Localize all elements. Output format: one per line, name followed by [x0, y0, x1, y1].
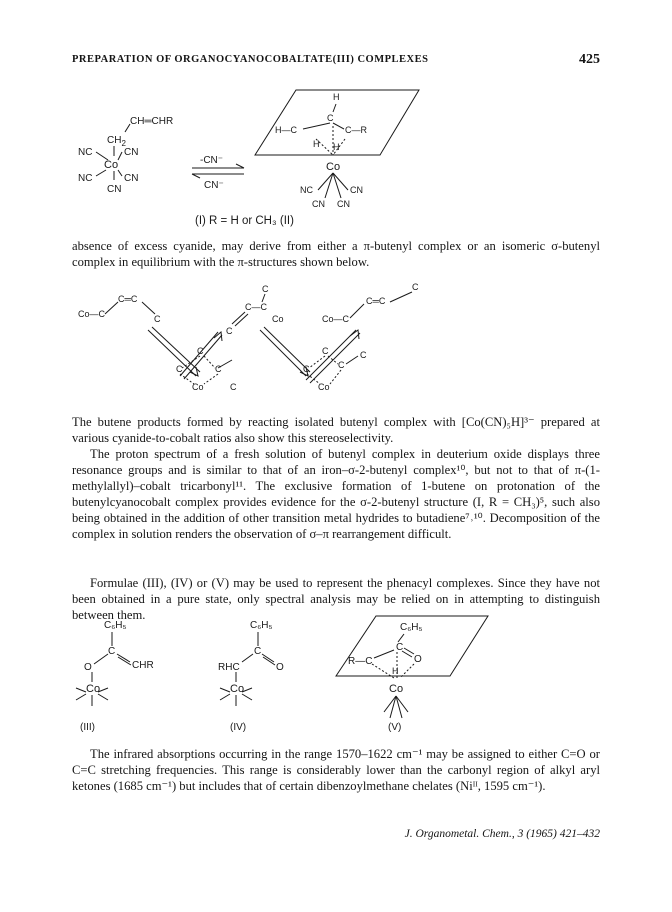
s3-c-III: C: [108, 646, 116, 657]
s2-pi-a-c2: C: [176, 364, 183, 374]
s3-c6h5-IV: C₆H₅: [250, 620, 273, 631]
structure-II: [255, 90, 419, 209]
label-ch-chr: CH═CHR: [130, 116, 174, 127]
label-h-top: H: [333, 92, 340, 102]
running-header: [72, 52, 600, 72]
structure-V: [336, 616, 488, 718]
s2-pi-b-c3: C: [338, 360, 345, 370]
label-h-c-left: H—C: [275, 125, 297, 135]
journal-citation: J. Organometal. Chem., 3 (1965) 421–432: [404, 828, 600, 840]
s2-pi-a-co: Co: [192, 382, 204, 392]
s2-c-c-3: C═C: [366, 296, 386, 306]
s2-pi-b-co: Co: [318, 382, 330, 392]
label-cn-b: CN: [337, 199, 350, 209]
label-co-I: Co: [104, 159, 119, 171]
s3-o-IV: O: [276, 662, 284, 673]
s3-h-V: H: [392, 666, 399, 676]
label-cn-II: CN: [350, 185, 363, 195]
s3-o-III: O: [84, 662, 92, 673]
paragraph-2: The butene products formed by reacting isolated butenyl complex with [Co(CN)₅H]³⁻ prepared at various cyanide-to-cobalt ratios also show this stereoselectivity.: [72, 415, 600, 446]
scheme-1-caption: (I) R = H or CH₃ (II): [195, 215, 294, 227]
s2-pi-a-c1: C: [197, 346, 204, 356]
running-title: PREPARATION OF ORGANOCYANOCOBALTATE(III) COMPLEXES: [72, 54, 429, 65]
label-ch2: $CH_2$: [107, 135, 126, 148]
page-number: 425: [579, 52, 600, 67]
s2-c-3: C: [412, 282, 419, 292]
scheme-3-figure: [0, 608, 672, 736]
paragraph-5: The infrared absorptions occurring in the range 1570–1622 cm⁻¹ may be assigned to either C=O or C=C stretching frequencies. This range is considerably lower than the carbonyl region of alkyl aryl ketones (1685 cm⁻¹) but includes that of certain dibenzoylmethane chelates (Niᴵᴵ, 1595 cm⁻¹).: [72, 747, 600, 794]
caption-IV: (IV): [230, 722, 247, 733]
s3-c-V: C: [396, 642, 404, 653]
label-h-low1: H: [313, 139, 320, 149]
s3-r-c-V: R—C: [348, 656, 373, 667]
paragraph-3: The proton spectrum of a fresh solution of butenyl complex in deuterium oxide displays three resonance groups and is similar to that of an iron–σ-2-butenyl complex¹⁰, but not to that of π-(1-methylallyl)–cobalt tricarbonyl¹¹. The exclusive formation of 1-butene on protonation of the butenylcyanocobalt complex provides evidence for the σ-2-butenyl structure (I, R = CH₃)⁵, such also being obtained in the addition of other transition metal hydrides to butadiene⁷˒¹⁰. Decomposition of the complex in solution renders the observation of σ–π rearrangement difficult.: [72, 447, 600, 542]
structure-I: [78, 116, 173, 195]
structure-IV: [218, 620, 284, 706]
structure-III: [76, 620, 154, 706]
s2-pi-a-c4: C: [230, 382, 237, 392]
s2-c-2: C: [262, 284, 269, 294]
arrow-label-top: -CN⁻: [200, 155, 224, 166]
label-cn-lowest: CN: [107, 184, 122, 195]
s3-c6h5-V: C₆H₅: [400, 622, 423, 633]
scheme-2-figure: [0, 272, 672, 412]
s3-chr-III: CHR: [132, 660, 154, 671]
label-c-r-right: C—R: [345, 125, 367, 135]
paragraph-4: Formulae (III), (IV) or (V) may be used to represent the phenacyl complexes. Since they have not been obtained in a pure state, only spectral analysis may be relied on in attempting to distinguish between them.: [72, 576, 600, 623]
s2-c-c-1: C═C: [118, 294, 138, 304]
label-co-II: Co: [326, 161, 341, 173]
caption-V: (V): [388, 722, 402, 733]
s2-c-2b: C: [226, 326, 233, 336]
caption-III: (III): [80, 722, 95, 733]
label-h-low2: H: [333, 142, 340, 152]
s3-co-III: Co: [86, 683, 101, 695]
arrow-label-bottom: CN⁻: [204, 180, 224, 191]
scheme-1-figure: [0, 80, 672, 230]
s2-co-c-1: Co—C: [78, 309, 106, 319]
label-nc-bottom: NC: [78, 173, 93, 184]
s3-c6h5-III: C₆H₅: [104, 620, 127, 631]
paragraph-1: absence of excess cyanide, may derive from either a π-butenyl complex or an isomeric σ-butenyl complex in equilibrium with the π-structures shown below.: [72, 239, 600, 270]
label-cn-a: CN: [312, 199, 325, 209]
label-nc-top: NC: [78, 147, 93, 158]
label-cn-bottom: CN: [124, 173, 139, 184]
s2-pi-b-c2: C: [303, 364, 310, 374]
label-nc-II: NC: [300, 185, 313, 195]
s2-pi-a-c3: C: [215, 364, 222, 374]
s3-co-V: Co: [389, 683, 404, 695]
s3-c-IV: C: [254, 646, 262, 657]
s2-co-2: Co: [272, 314, 284, 324]
s3-rhc-IV: RHC: [218, 662, 240, 673]
label-c-top: C: [327, 113, 334, 123]
s2-pi-b-c1: C: [322, 346, 329, 356]
s2-c-c-2: C—C: [245, 302, 267, 312]
s3-co-IV: Co: [230, 683, 245, 695]
label-cn-top: CN: [124, 147, 139, 158]
s2-pi-b-c4: C: [360, 350, 367, 360]
s2-co-c-3: Co—C: [322, 314, 350, 324]
s2-c-1: C: [154, 314, 161, 324]
s3-o-V: O: [414, 654, 422, 665]
equilibrium-arrows: [192, 155, 244, 191]
